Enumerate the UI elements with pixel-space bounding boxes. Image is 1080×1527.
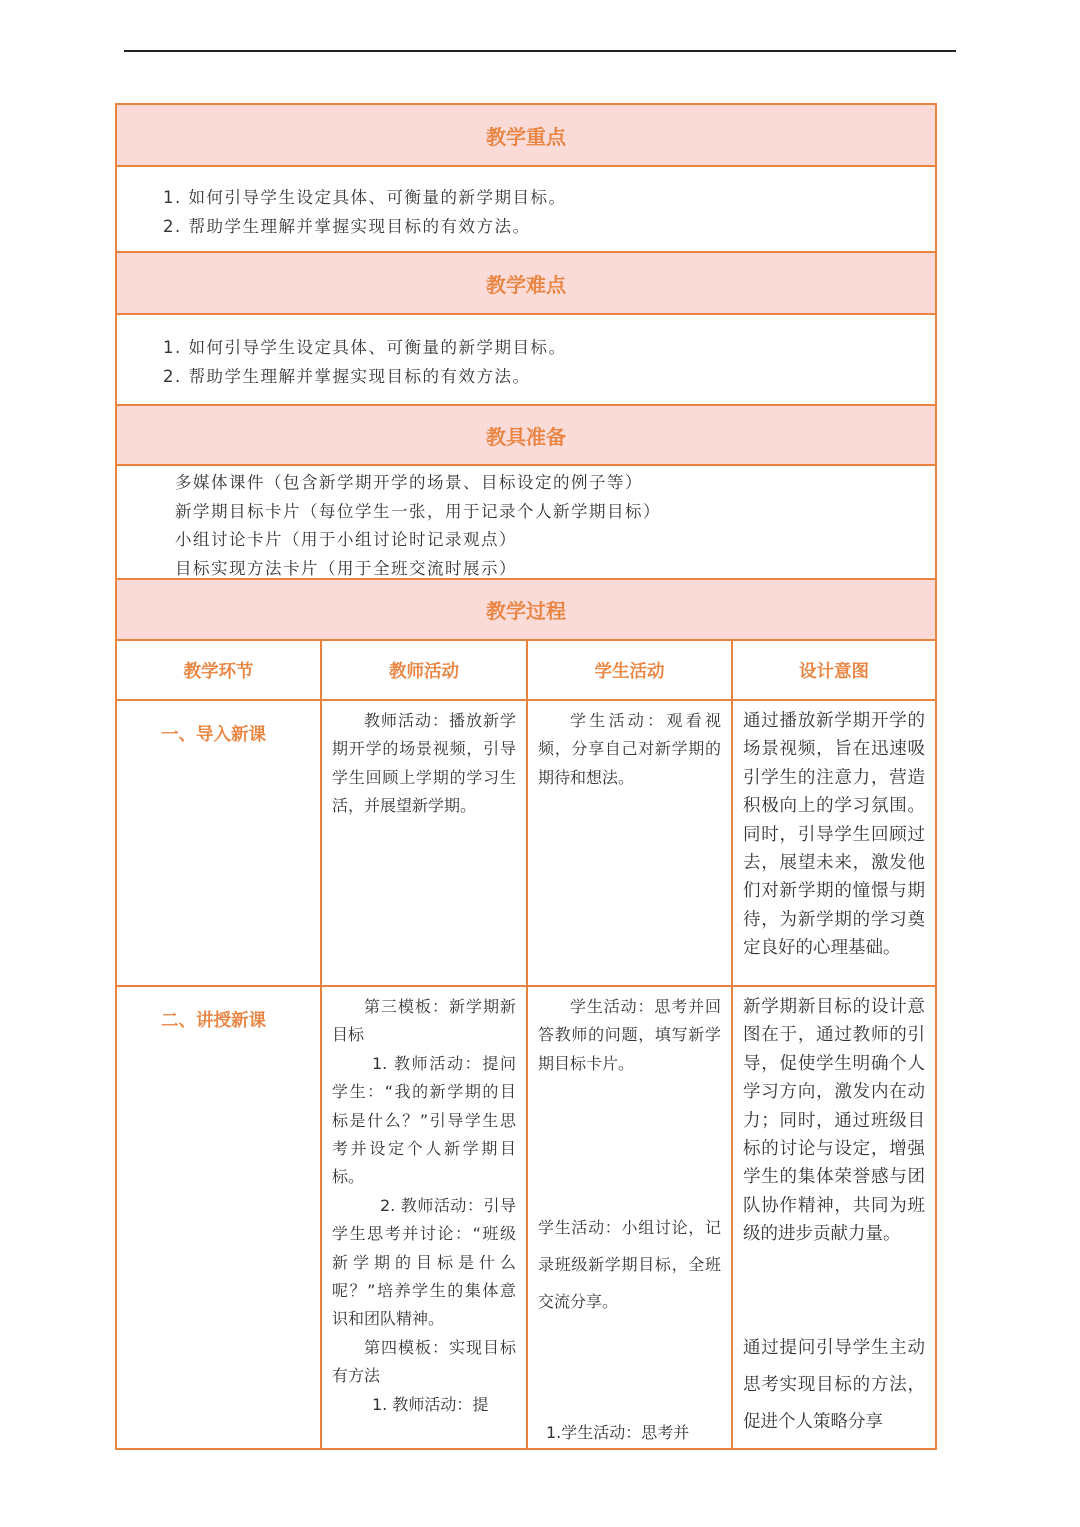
- teacher-activity-text: 1. 教师活动：提问学生：“我的新学期的目标是什么？”引导学生思考并设定个人新学期目标。: [332, 1053, 516, 1187]
- stage-cell: [117, 701, 322, 985]
- materials-header: [117, 406, 935, 466]
- material-item: 小组讨论卡片（用于小组讨论时记录观点）: [175, 530, 517, 549]
- student-activity-text: 学生活动：小组讨论，记录班级新学期目标，全班交流分享。: [538, 1218, 721, 1311]
- column-header-teacher: 教师活动: [322, 641, 528, 699]
- difficult-point-item: 2. 帮助学生理解并掌握实现目标的有效方法。: [163, 367, 531, 386]
- teacher-activity-text: 第四模板：实现目标有方法: [332, 1337, 516, 1386]
- teacher-activity-cell: [322, 987, 528, 1448]
- design-intent-cell: [733, 701, 935, 985]
- material-item: 目标实现方法卡片（用于全班交流时展示）: [175, 558, 517, 578]
- student-activity-cell: [528, 987, 733, 1448]
- design-intent-text: 通过播放新学期开学的场景视频，旨在迅速吸引学生的注意力，营造积极向上的学习氛围。同时，引导学生回顾过去，展望未来，激发他们对新学期的憧憬与期待，为新学期的学习奠定良好的心理基础。: [743, 711, 925, 959]
- teacher-activity-text: 教师活动：播放新学期开学的场景视频，引导学生回顾上学期的学习生活，并展望新学期。: [332, 711, 516, 816]
- key-points-body: [117, 167, 935, 253]
- page-top-rule: [124, 50, 956, 52]
- design-intent-text: 新学期新目标的设计意图在于，通过教师的引导，促使学生明确个人学习方向，激发内在动力；同时，通过班级目标的讨论与设定，增强学生的集体荣誉感与团队协作精神，共同为班级的进步贡献力量。: [743, 997, 925, 1245]
- stage-label: 一、导入新课: [161, 725, 266, 745]
- student-activity-text: 学生活动：思考并回答教师的问题，填写新学期目标卡片。: [538, 997, 721, 1073]
- material-item: 多媒体课件（包含新学期开学的场景、目标设定的例子等）: [175, 473, 643, 492]
- materials-title: 教具准备: [486, 424, 566, 449]
- lesson-plan-table: [115, 103, 937, 1450]
- process-title: 教学过程: [486, 599, 566, 623]
- student-activity-cell: [528, 701, 733, 985]
- student-activity-text: 1.学生活动：思考并: [546, 1423, 690, 1442]
- key-points-header: [117, 105, 935, 167]
- design-intent-cell: [733, 987, 935, 1448]
- difficult-points-body: [117, 315, 935, 406]
- design-intent-text: 通过提问引导学生主动思考实现目标的方法，促进个人策略分享: [743, 1338, 925, 1432]
- column-header-intent: 设计意图: [799, 661, 869, 682]
- teacher-activity-cell: [322, 701, 528, 985]
- difficult-points-title: 教学难点: [486, 272, 566, 297]
- stage-label: 二、讲授新课: [161, 1011, 266, 1031]
- teacher-activity-text: 1. 教师活动：提: [372, 1394, 489, 1414]
- key-points-title: 教学重点: [486, 124, 566, 149]
- table-row: [117, 701, 935, 987]
- process-header: [117, 580, 935, 641]
- column-header-stage: 教学环节: [117, 641, 322, 699]
- stage-cell: [117, 987, 322, 1448]
- column-header-student: 学生活动: [528, 641, 733, 699]
- teacher-activity-text: 第三模板：新学期新目标: [332, 997, 516, 1045]
- key-point-item: 2. 帮助学生理解并掌握实现目标的有效方法。: [163, 217, 531, 236]
- teacher-activity-text: 2. 教师活动：引导学生思考并讨论：“班级新学期的目标是什么呢？”培养学生的集体意识和团队精神。: [332, 1195, 516, 1329]
- difficult-point-item: 1. 如何引导学生设定具体、可衡量的新学期目标。: [163, 338, 567, 357]
- process-column-headers: [117, 641, 935, 701]
- difficult-points-header: [117, 253, 935, 315]
- student-activity-text: 学生活动：观看视频，分享自己对新学期的期待和想法。: [538, 711, 721, 787]
- table-row: [117, 987, 935, 1448]
- materials-body: [117, 466, 935, 580]
- key-point-item: 1. 如何引导学生设定具体、可衡量的新学期目标。: [163, 188, 567, 207]
- material-item: 新学期目标卡片（每位学生一张，用于记录个人新学期目标）: [175, 501, 661, 521]
